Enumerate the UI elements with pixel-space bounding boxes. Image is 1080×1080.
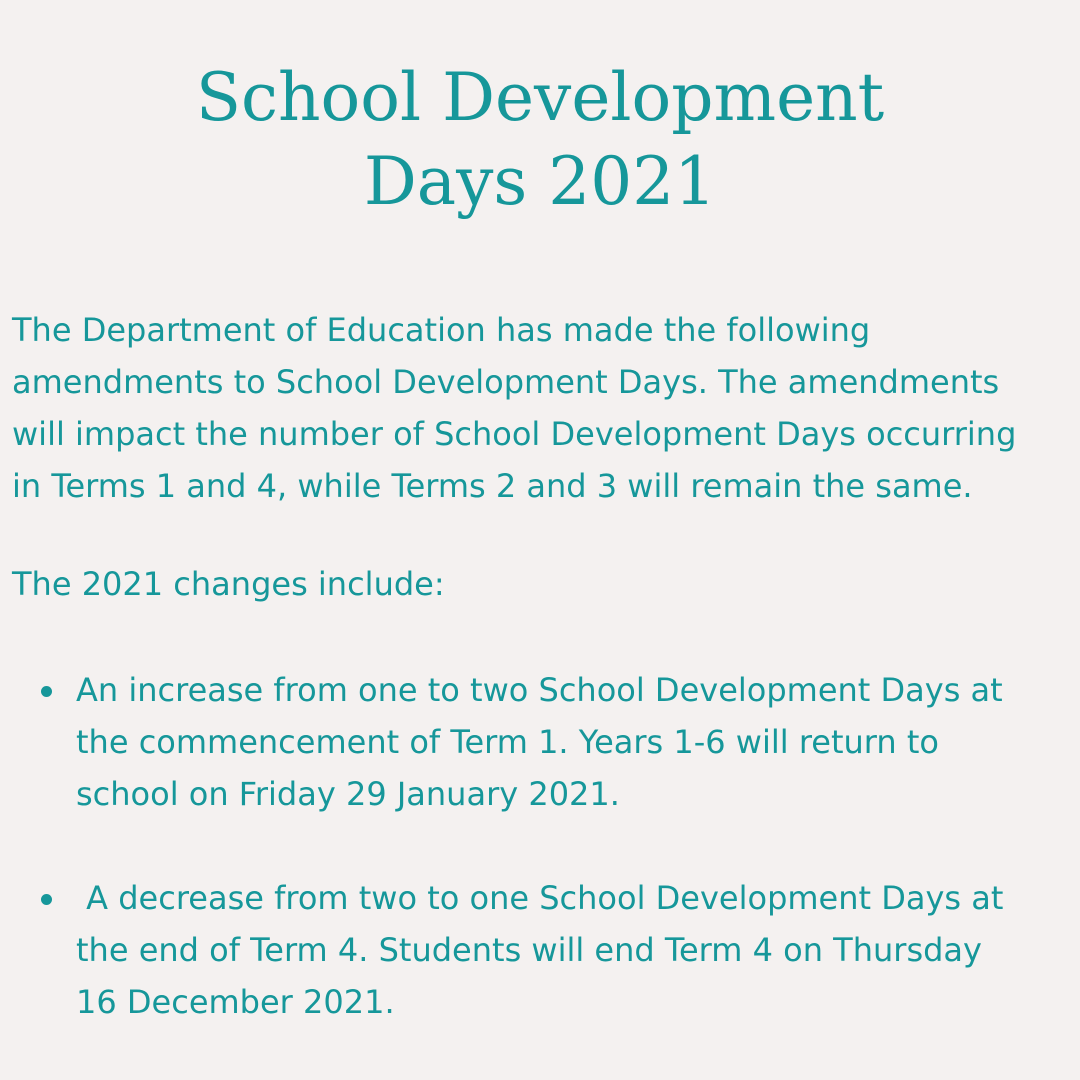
intro-line-4: in Terms 1 and 4, while Terms 2 and 3 will remain the same. <box>12 467 973 505</box>
intro-line-1: The Department of Education has made the following <box>12 311 871 349</box>
intro-paragraph <box>12 304 1072 512</box>
list-item-line-1: An increase from one to two School Development Days at <box>76 671 1003 709</box>
title-line-1: School Development <box>195 59 885 136</box>
changes-heading: The 2021 changes include: <box>12 565 445 603</box>
bullet-dot-icon <box>41 686 52 697</box>
list-item-line-3: 16 December 2021. <box>76 983 395 1021</box>
intro-line-2: amendments to School Development Days. The amendments <box>12 363 1000 401</box>
list-item-line-1: A decrease from two to one School Development Days at <box>76 879 1004 917</box>
page-title <box>0 56 1080 224</box>
list-item-line-2: the commencement of Term 1. Years 1-6 will return to <box>76 723 939 761</box>
list-item <box>76 664 1076 820</box>
list-item-line-2: the end of Term 4. Students will end Term 4 on Thursday <box>76 931 982 969</box>
title-line-2: Days 2021 <box>363 143 717 220</box>
list-item-line-3: school on Friday 29 January 2021. <box>76 775 620 813</box>
list-item <box>76 872 1076 1028</box>
bullet-dot-icon <box>41 894 52 905</box>
intro-line-3: will impact the number of School Development Days occurring <box>12 415 1017 453</box>
